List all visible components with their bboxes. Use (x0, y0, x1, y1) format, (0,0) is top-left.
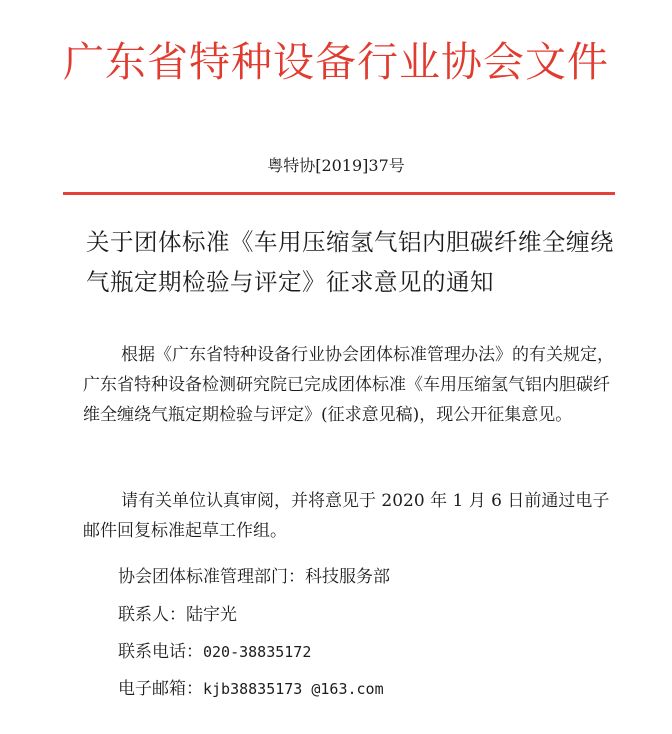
contact-phone-value: 020-38835172 (203, 643, 312, 661)
contact-department (118, 565, 390, 589)
contact-person-label: 联系人： (118, 605, 186, 625)
body-paragraph-2: 请有关单位认真审阅，并将意见于 2020 年 1 月 6 日前通过电子邮件回复标准起草工作组。 (83, 491, 610, 541)
contact-person-value: 陆宇光 (186, 605, 237, 625)
notice-title: 关于团体标准《车用压缩氢气铝内胆碳纤维全缠绕气瓶定期检验与评定》征求意见的通知 (86, 228, 614, 296)
contact-email-value: kjb38835173 @163.com (203, 680, 384, 698)
contact-email (118, 677, 384, 701)
red-divider (63, 192, 615, 195)
document-number: 粤特协[2019]37号 (267, 156, 405, 175)
contact-phone (118, 640, 311, 664)
contact-department-label: 协会团体标准管理部门： (118, 567, 305, 587)
contact-person (118, 603, 237, 627)
contact-phone-label: 联系电话： (118, 642, 203, 662)
contact-department-value: 科技服务部 (305, 567, 390, 587)
contact-email-label: 电子邮箱： (118, 679, 203, 699)
document-header-title: 广东省特种设备行业协会文件 (63, 38, 609, 86)
body-paragraph-1: 根据《广东省特种设备行业协会团体标准管理办法》的有关规定， 广东省特种设备检测研究院已完成团体标准《车用压缩氢气铝内胆碳纤维全缠绕气瓶定期检验与评定》(征求意见稿)，现公开征集意见。 (83, 345, 614, 425)
